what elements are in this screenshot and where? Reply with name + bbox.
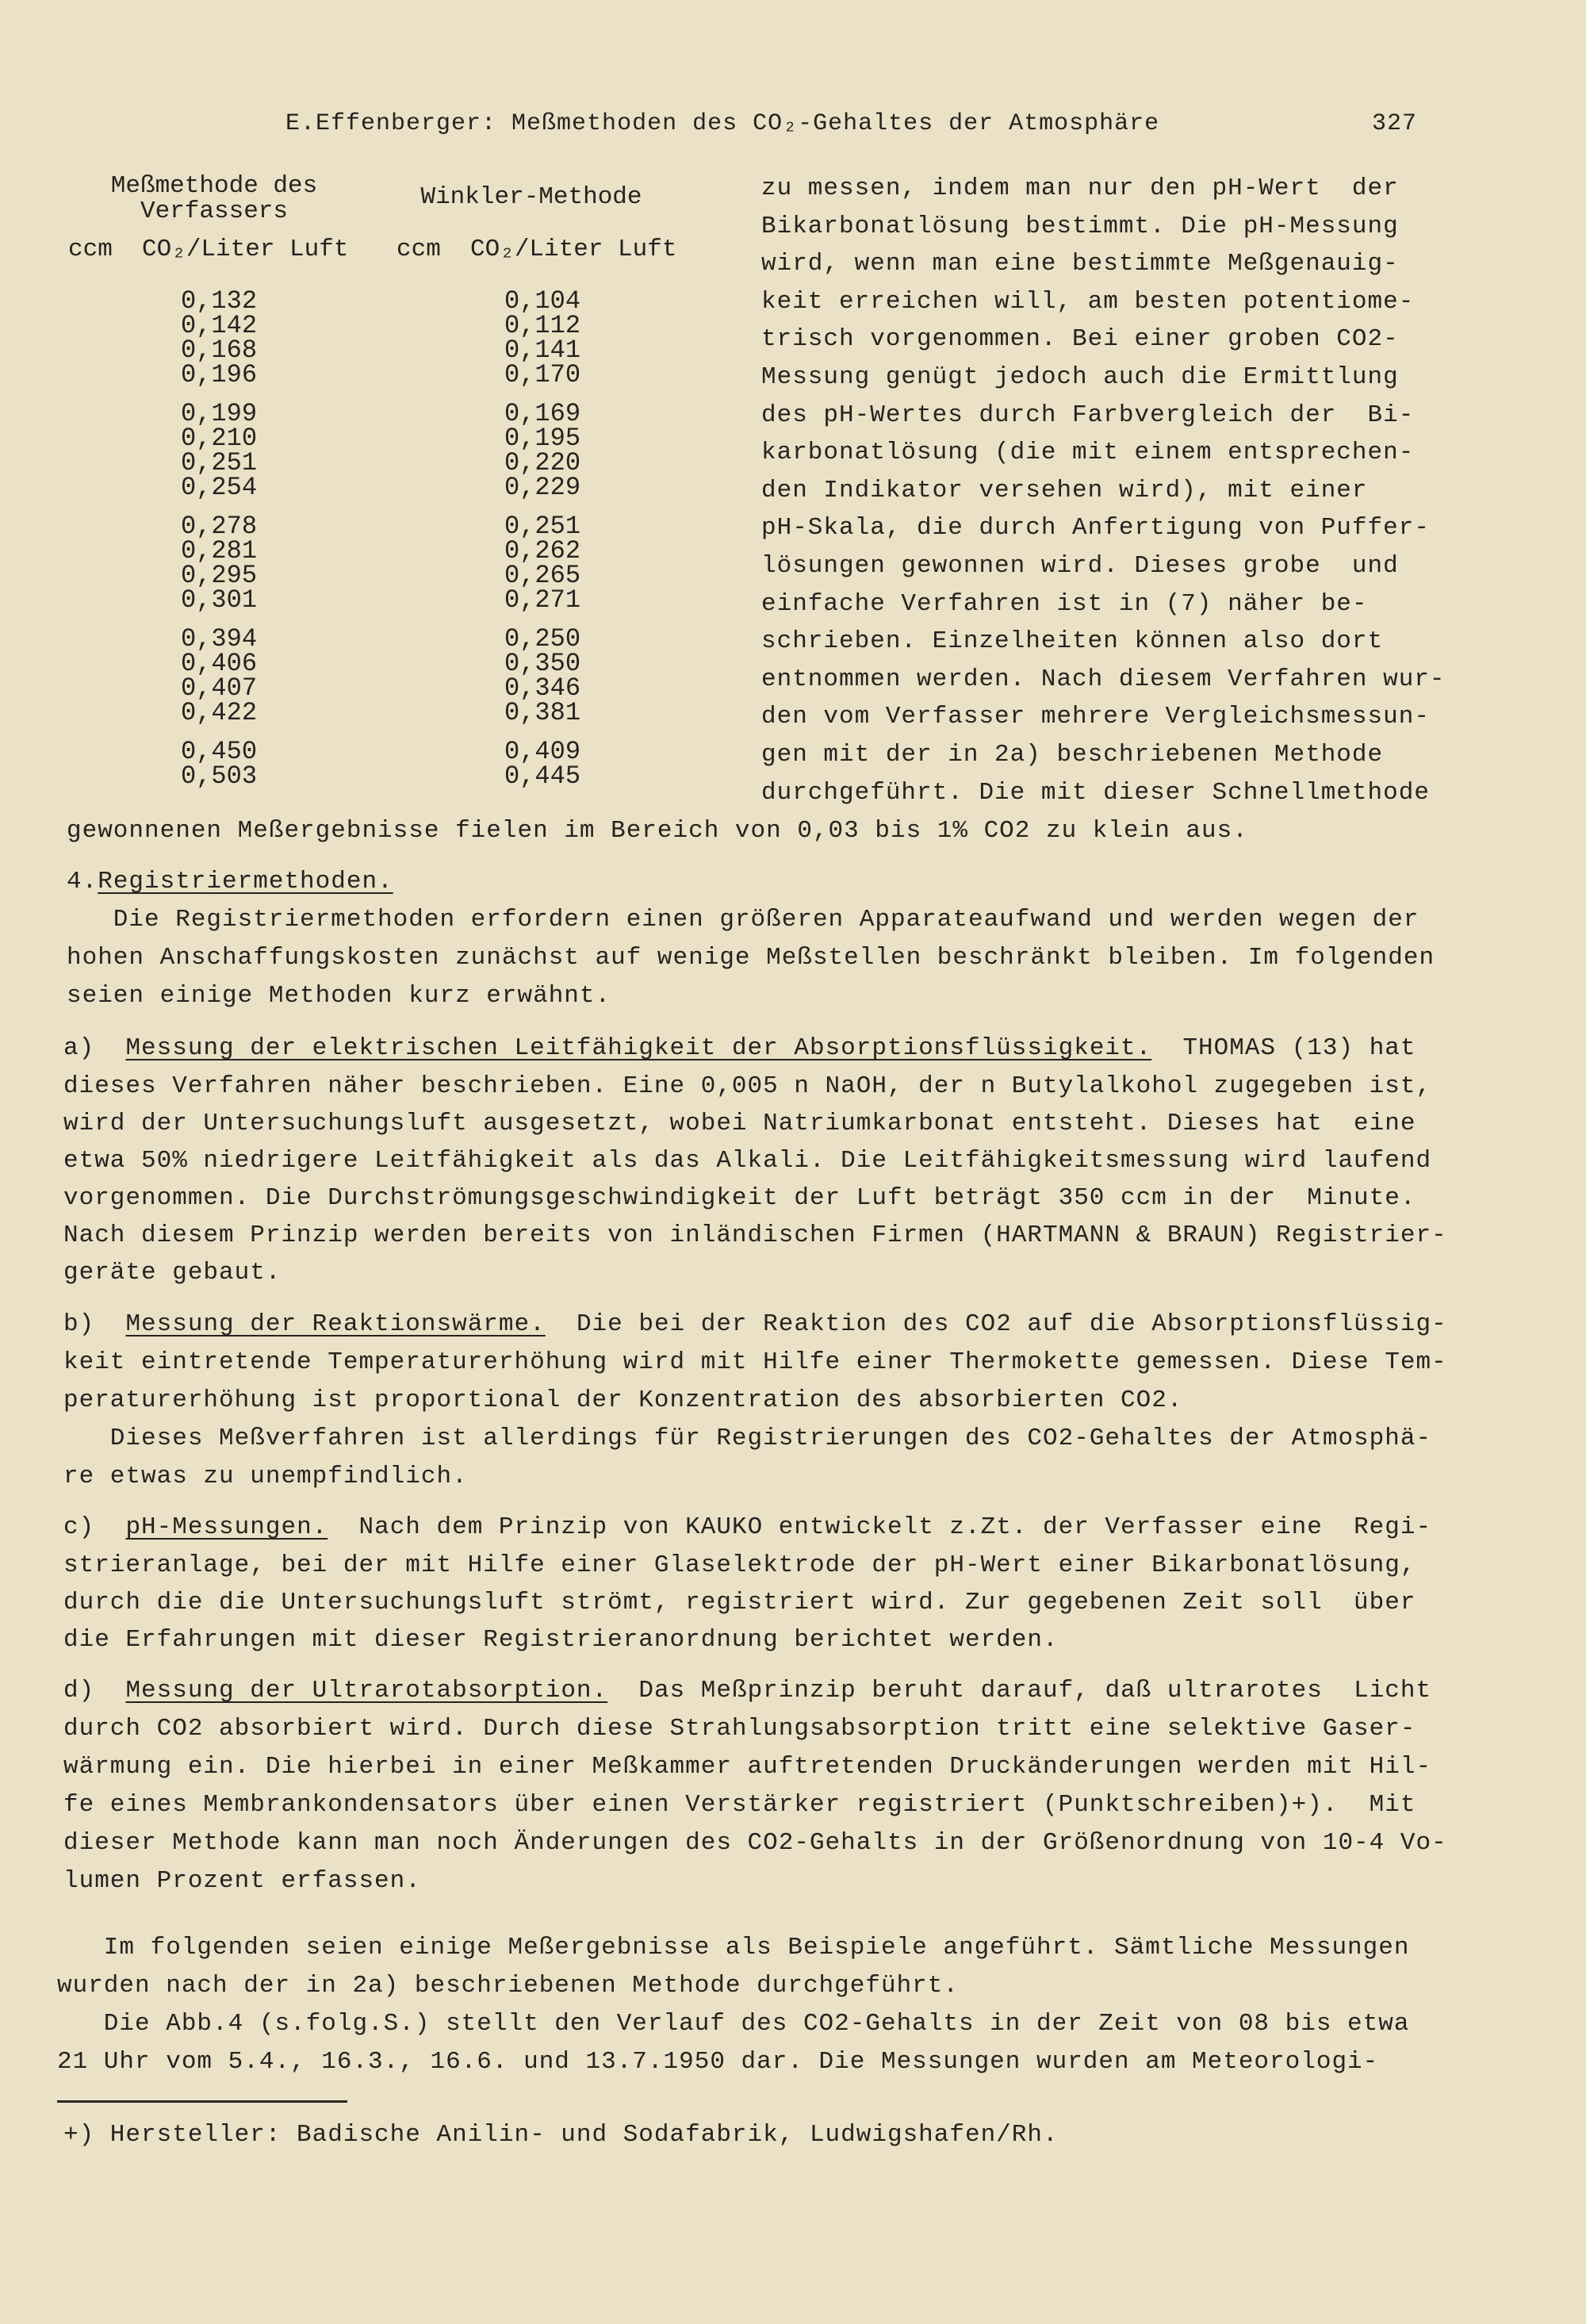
right-column-line: karbonatlösung (die mit einem entsprechen-	[761, 439, 1415, 467]
table-cell-winkler: 0,409	[504, 737, 581, 766]
item-b-title: Messung der Reaktionswärme.	[125, 1310, 546, 1338]
table-cell-winkler: 0,169	[504, 399, 581, 428]
right-column-line: trisch vorgenommen. Bei einer groben CO2-	[761, 325, 1399, 354]
table-cell-winkler: 0,170	[504, 360, 581, 389]
item-c-line: durch die die Untersuchungsluft strömt, registriert wird. Zur gegebenen Zeit soll über	[63, 1589, 1416, 1616]
right-column-line: Messung genügt jedoch auch die Ermittlung	[761, 363, 1399, 391]
right-column-line: lösungen gewonnen wird. Dieses grobe und	[761, 552, 1399, 580]
right-column-line: entnommen werden. Nach diesem Verfahren wur-	[761, 665, 1446, 693]
section-4-intro-line: hohen Anschaffungskosten zunächst auf wenige Meßstellen beschränkt bleiben. Im folgenden	[67, 944, 1435, 972]
table-cell-winkler: 0,141	[504, 336, 581, 365]
right-column-line: gen mit der in 2a) beschriebenen Methode	[761, 741, 1384, 769]
item-d-title: Messung der Ultrarotabsorption.	[125, 1677, 608, 1705]
table-cell-verfasser: 0,142	[181, 311, 258, 340]
item-a-title: Messung der elektrischen Leitfähigkeit der Absorptionsflüssigkeit.	[125, 1034, 1152, 1062]
item-c-title: pH-Messungen.	[125, 1513, 328, 1541]
section-4-intro-line: Die Registriermethoden erfordern einen größeren Apparateaufwand und werden wegen der	[67, 906, 1419, 934]
footnote-rule	[57, 2100, 347, 2103]
table-cell-winkler: 0,445	[504, 761, 581, 791]
item-d-line: durch CO2 absorbiert wird. Durch diese Strahlungsabsorption tritt eine selektive Gaser-	[63, 1715, 1416, 1743]
table-cell-verfasser: 0,450	[181, 737, 258, 766]
table-unit-header-1: ccm CO₂/Liter Luft	[68, 236, 349, 263]
table-cell-verfasser: 0,295	[181, 561, 258, 590]
table-cell-winkler: 0,112	[504, 311, 581, 340]
item-d-line: dieser Methode kann man noch Änderungen des CO2-Gehalts in der Größenordnung von 10-4 Vo-	[63, 1829, 1447, 1857]
section-4-title: Registriermethoden.	[98, 868, 393, 895]
item-b-line: keit eintretende Temperaturerhöhung wird mit Hilfe einer Thermokette gemessen. Diese Tem-	[63, 1348, 1447, 1376]
continuation-line: gewonnenen Meßergebnisse fielen im Bereich von 0,03 bis 1% CO2 zu klein aus.	[67, 817, 1248, 845]
item-b-line: re etwas zu unempfindlich.	[63, 1463, 468, 1490]
table-cell-winkler: 0,381	[504, 698, 581, 727]
item-d-line: wärmung ein. Die hierbei in einer Meßkammer auftretenden Druckänderungen werden mit Hil-	[63, 1753, 1432, 1781]
table-cell-winkler: 0,262	[504, 536, 581, 566]
item-d-line: fe eines Membrankondensators über einen Verstärker registriert (Punktschreiben)+). Mit	[63, 1791, 1416, 1819]
item-b-first-line	[63, 1309, 1447, 1340]
closing-line: Im folgenden seien einige Meßergebnisse als Beispiele angeführt. Sämtliche Messungen	[57, 1934, 1410, 1962]
table-cell-verfasser: 0,301	[181, 585, 258, 615]
running-title: E.Effenberger: Meßmethoden des CO₂-Gehaltes der Atmosphäre	[285, 110, 1160, 137]
item-c-first-line	[63, 1512, 1431, 1544]
right-column-line: des pH-Wertes durch Farbvergleich der Bi-	[761, 401, 1415, 429]
item-c-first-rest: Nach dem Prinzip von KAUKO entwickelt z.Zt. der Verfasser eine Regi-	[328, 1513, 1432, 1541]
table-cell-verfasser: 0,406	[181, 649, 258, 678]
table-cell-winkler: 0,265	[504, 561, 581, 590]
closing-line: wurden nach der in 2a) beschriebenen Methode durchgeführt.	[57, 1972, 959, 2000]
item-b-line: peraturerhöhung ist proportional der Konzentration des absorbierten CO2.	[63, 1386, 1183, 1414]
right-column-line: einfache Verfahren ist in (7) näher be-	[761, 589, 1368, 618]
item-a-line: Nach diesem Prinzip werden bereits von inländischen Firmen (HARTMANN & BRAUN) Registrier-	[63, 1221, 1447, 1249]
table-cell-winkler: 0,271	[504, 585, 581, 615]
table-col1-header-line1: Meßmethode des	[110, 172, 318, 200]
table-cell-winkler: 0,251	[504, 512, 581, 541]
item-a-first-rest: THOMAS (13) hat	[1151, 1034, 1416, 1062]
table-cell-verfasser: 0,254	[181, 473, 258, 502]
right-column-line: Bikarbonatlösung bestimmt. Die pH-Messung	[761, 212, 1399, 240]
table-cell-verfasser: 0,278	[181, 512, 258, 541]
item-a-line: wird der Untersuchungsluft ausgesetzt, wobei Natriumkarbonat entsteht. Dieses hat eine	[63, 1110, 1416, 1137]
right-column-line: den vom Verfasser mehrere Vergleichsmessun-	[761, 703, 1430, 731]
right-column-line: den Indikator versehen wird), mit einer	[761, 476, 1368, 504]
item-b-first-rest: Die bei der Reaktion des CO2 auf die Absorptionsflüssig-	[545, 1310, 1447, 1338]
item-c-label: c)	[63, 1513, 95, 1541]
table-cell-winkler: 0,229	[504, 473, 581, 502]
item-a-first-line	[63, 1033, 1416, 1064]
closing-line: 21 Uhr vom 5.4., 16.3., 16.6. und 13.7.1950 dar. Die Messungen wurden am Meteorologi-	[57, 2048, 1379, 2076]
section-4-number: 4.	[67, 868, 98, 895]
item-d-first-rest: Das Meßprinzip beruht darauf, daß ultrarotes Licht	[607, 1677, 1432, 1705]
item-c-line: die Erfahrungen mit dieser Registrieranordnung berichtet werden.	[63, 1626, 1059, 1654]
table-cell-verfasser: 0,168	[181, 336, 258, 365]
right-column-line: keit erreichen will, am besten potentiome-	[761, 287, 1415, 316]
item-b-line: Dieses Meßverfahren ist allerdings für Registrierungen des CO2-Gehaltes der Atmosphä-	[63, 1425, 1432, 1452]
right-column-line: wird, wenn man eine bestimmte Meßgenauig-	[761, 250, 1399, 278]
item-d-first-line	[63, 1675, 1431, 1707]
footnote: +) Hersteller: Badische Anilin- und Sodafabrik, Ludwigshafen/Rh.	[63, 2121, 1059, 2149]
section-4-heading	[67, 866, 393, 898]
right-column-line: pH-Skala, die durch Anfertigung von Puffer-	[761, 514, 1430, 543]
right-column-line: schrieben. Einzelheiten können also dort	[761, 627, 1384, 656]
section-4-intro-line: seien einige Methoden kurz erwähnt.	[67, 982, 611, 1010]
table-col2-header: Winkler-Methode	[420, 183, 642, 211]
item-a-line: dieses Verfahren näher beschrieben. Eine 0,005 n NaOH, der n Butylalkohol zugegeben ist,	[63, 1072, 1432, 1100]
closing-line: Die Abb.4 (s.folg.S.) stellt den Verlauf des CO2-Gehalts in der Zeit von 08 bis etwa	[57, 2010, 1410, 2038]
item-c-line: strieranlage, bei der mit Hilfe einer Glaselektrode der pH-Wert einer Bikarbonatlösung,	[63, 1551, 1416, 1579]
item-d-label: d)	[63, 1677, 95, 1705]
item-a-label: a)	[63, 1034, 95, 1062]
table-cell-verfasser: 0,251	[181, 448, 258, 477]
table-cell-verfasser: 0,422	[181, 698, 258, 727]
table-cell-verfasser: 0,503	[181, 761, 258, 791]
item-a-line: vorgenommen. Die Durchströmungsgeschwindigkeit der Luft beträgt 350 ccm in der Minute.	[63, 1184, 1416, 1212]
item-a-line: geräte gebaut.	[63, 1259, 282, 1287]
table-cell-verfasser: 0,196	[181, 360, 258, 389]
table-cell-winkler: 0,195	[504, 424, 581, 453]
right-column-line: durchgeführt. Die mit dieser Schnellmethode	[761, 778, 1430, 807]
item-b-label: b)	[63, 1310, 95, 1338]
table-cell-verfasser: 0,210	[181, 424, 258, 453]
right-column-line: zu messen, indem man nur den pH-Wert der	[761, 174, 1399, 202]
table-cell-winkler: 0,220	[504, 448, 581, 477]
table-cell-winkler: 0,350	[504, 649, 581, 678]
table-unit-header-2: ccm CO₂/Liter Luft	[396, 236, 677, 263]
table-cell-winkler: 0,104	[504, 286, 581, 316]
table-cell-winkler: 0,346	[504, 673, 581, 703]
item-d-line: lumen Prozent erfassen.	[63, 1867, 421, 1895]
page-number: 327	[1372, 110, 1418, 137]
table-cell-verfasser: 0,132	[181, 286, 258, 316]
table-cell-winkler: 0,250	[504, 624, 581, 654]
table-col1-header-line2: Verfassers	[140, 198, 289, 225]
table-cell-verfasser: 0,199	[181, 399, 258, 428]
table-cell-verfasser: 0,281	[181, 536, 258, 566]
table-cell-verfasser: 0,394	[181, 624, 258, 654]
item-a-line: etwa 50% niedrigere Leitfähigkeit als das Alkali. Die Leitfähigkeitsmessung wird laufend	[63, 1147, 1432, 1175]
table-cell-verfasser: 0,407	[181, 673, 258, 703]
